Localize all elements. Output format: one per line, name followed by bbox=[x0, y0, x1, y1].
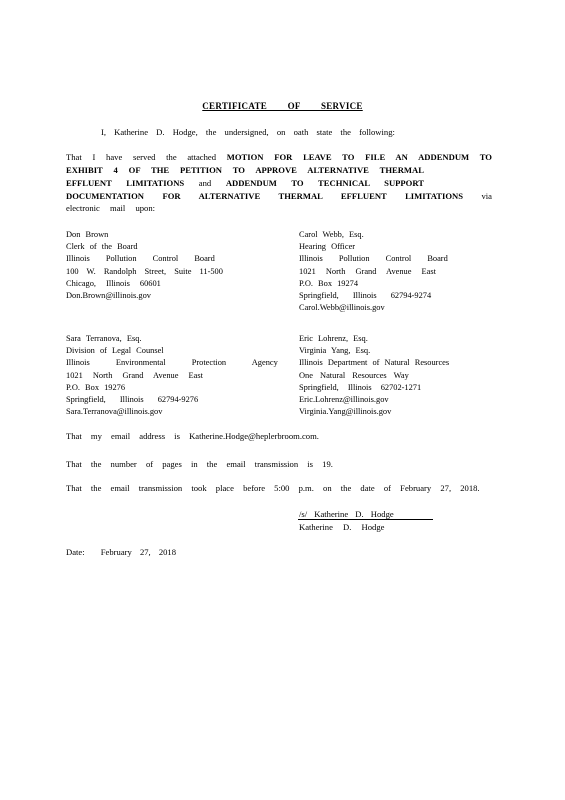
served-line-5: electronic mail upon: bbox=[66, 203, 156, 213]
signature-line bbox=[298, 519, 433, 520]
served-line-4-tail: via bbox=[463, 191, 492, 201]
served-line-2: EXHIBIT 4 OF THE PETITION TO APPROVE ALTERNATIVE THERMAL bbox=[66, 165, 424, 175]
date-value: February 27, 2018 bbox=[100, 547, 177, 557]
signer-name: Katherine D. Hodge bbox=[299, 522, 385, 532]
recipient-line: Springfield, Illinois 62794-9276 bbox=[66, 395, 199, 405]
recipient-line: Don Brown bbox=[66, 230, 109, 239]
served-line-1-bold: MOTION FOR LEAVE TO FILE AN ADDENDUM TO bbox=[226, 152, 492, 162]
pages-statement: That the number of pages in the email transmission is 19. bbox=[66, 459, 333, 469]
recipient-lohrenz-yang bbox=[299, 333, 449, 418]
signature: /s/ Katherine D. Hodge bbox=[299, 509, 394, 519]
time-statement: That the email transmission took place before 5:00 p.m. on the date of February 27, 2018. bbox=[66, 483, 480, 493]
served-line-4 bbox=[66, 191, 492, 202]
recipient-email: Don.Brown@illinois.gov bbox=[66, 291, 151, 301]
recipient-line: 1021 North Grand Avenue East bbox=[66, 370, 203, 380]
served-line-3-middle: and bbox=[184, 178, 226, 188]
recipient-line: Illinois Pollution Control Board bbox=[66, 254, 215, 264]
recipient-line: Springfield, Illinois 62702-1271 bbox=[299, 382, 422, 392]
recipient-line: Division of Legal Counsel bbox=[66, 346, 164, 356]
recipient-line: Virginia Yang, Esq. bbox=[299, 346, 371, 356]
recipient-line: P.O. Box 19276 bbox=[66, 382, 126, 392]
recipient-line: Sara Terranova, Esq. bbox=[66, 334, 142, 343]
recipient-line: Clerk of the Board bbox=[66, 242, 138, 252]
date-line bbox=[66, 547, 176, 558]
served-line-3-bold: EFFLUENT LIMITATIONS bbox=[66, 178, 185, 188]
date-label: Date: bbox=[66, 547, 85, 557]
recipient-email: Carol.Webb@illinois.gov bbox=[299, 303, 385, 313]
recipient-don-brown bbox=[66, 229, 223, 302]
recipient-sara-terranova bbox=[66, 333, 278, 418]
served-line-3-bold2: ADDENDUM TO TECHNICAL SUPPORT bbox=[225, 178, 424, 188]
recipient-line: One Natural Resources Way bbox=[299, 370, 409, 380]
page-title: CERTIFICATE OF SERVICE bbox=[202, 101, 363, 111]
recipient-email: Virginia.Yang@illinois.gov bbox=[299, 407, 392, 417]
recipient-email: Sara.Terranova@illinois.gov bbox=[66, 407, 163, 417]
recipient-line: Illinois Pollution Control Board bbox=[299, 254, 448, 264]
recipient-line: Carol Webb, Esq. bbox=[299, 230, 364, 239]
recipient-line: Illinois Department of Natural Resources bbox=[299, 358, 450, 368]
recipient-line: Springfield, Illinois 62794-9274 bbox=[299, 291, 432, 301]
recipient-line: Eric Lohrenz, Esq. bbox=[299, 334, 368, 343]
served-line-3 bbox=[66, 178, 424, 189]
recipient-line: Chicago, Illinois 60601 bbox=[66, 278, 161, 288]
recipient-line: Hearing Officer bbox=[299, 242, 356, 252]
intro-statement: I, Katherine D. Hodge, the undersigned, on oath state the following: bbox=[101, 127, 395, 137]
served-line-4-bold: DOCUMENTATION FOR ALTERNATIVE THERMAL EFFLUENT LIMITATIONS bbox=[66, 191, 464, 201]
served-line-1 bbox=[66, 152, 492, 163]
recipient-line: Illinois Environmental Protection Agency bbox=[66, 358, 278, 368]
recipient-email: Eric.Lohrenz@illinois.gov bbox=[299, 395, 389, 405]
recipient-line: 1021 North Grand Avenue East bbox=[299, 266, 436, 276]
recipient-line: P.O. Box 19274 bbox=[299, 278, 359, 288]
recipient-carol-webb bbox=[299, 229, 448, 314]
email-statement: That my email address is Katherine.Hodge@heplerbroom.com. bbox=[66, 431, 319, 441]
recipient-line: 100 W. Randolph Street, Suite 11-500 bbox=[66, 266, 223, 276]
served-line-1-normal: That I have served the attached bbox=[66, 152, 227, 162]
